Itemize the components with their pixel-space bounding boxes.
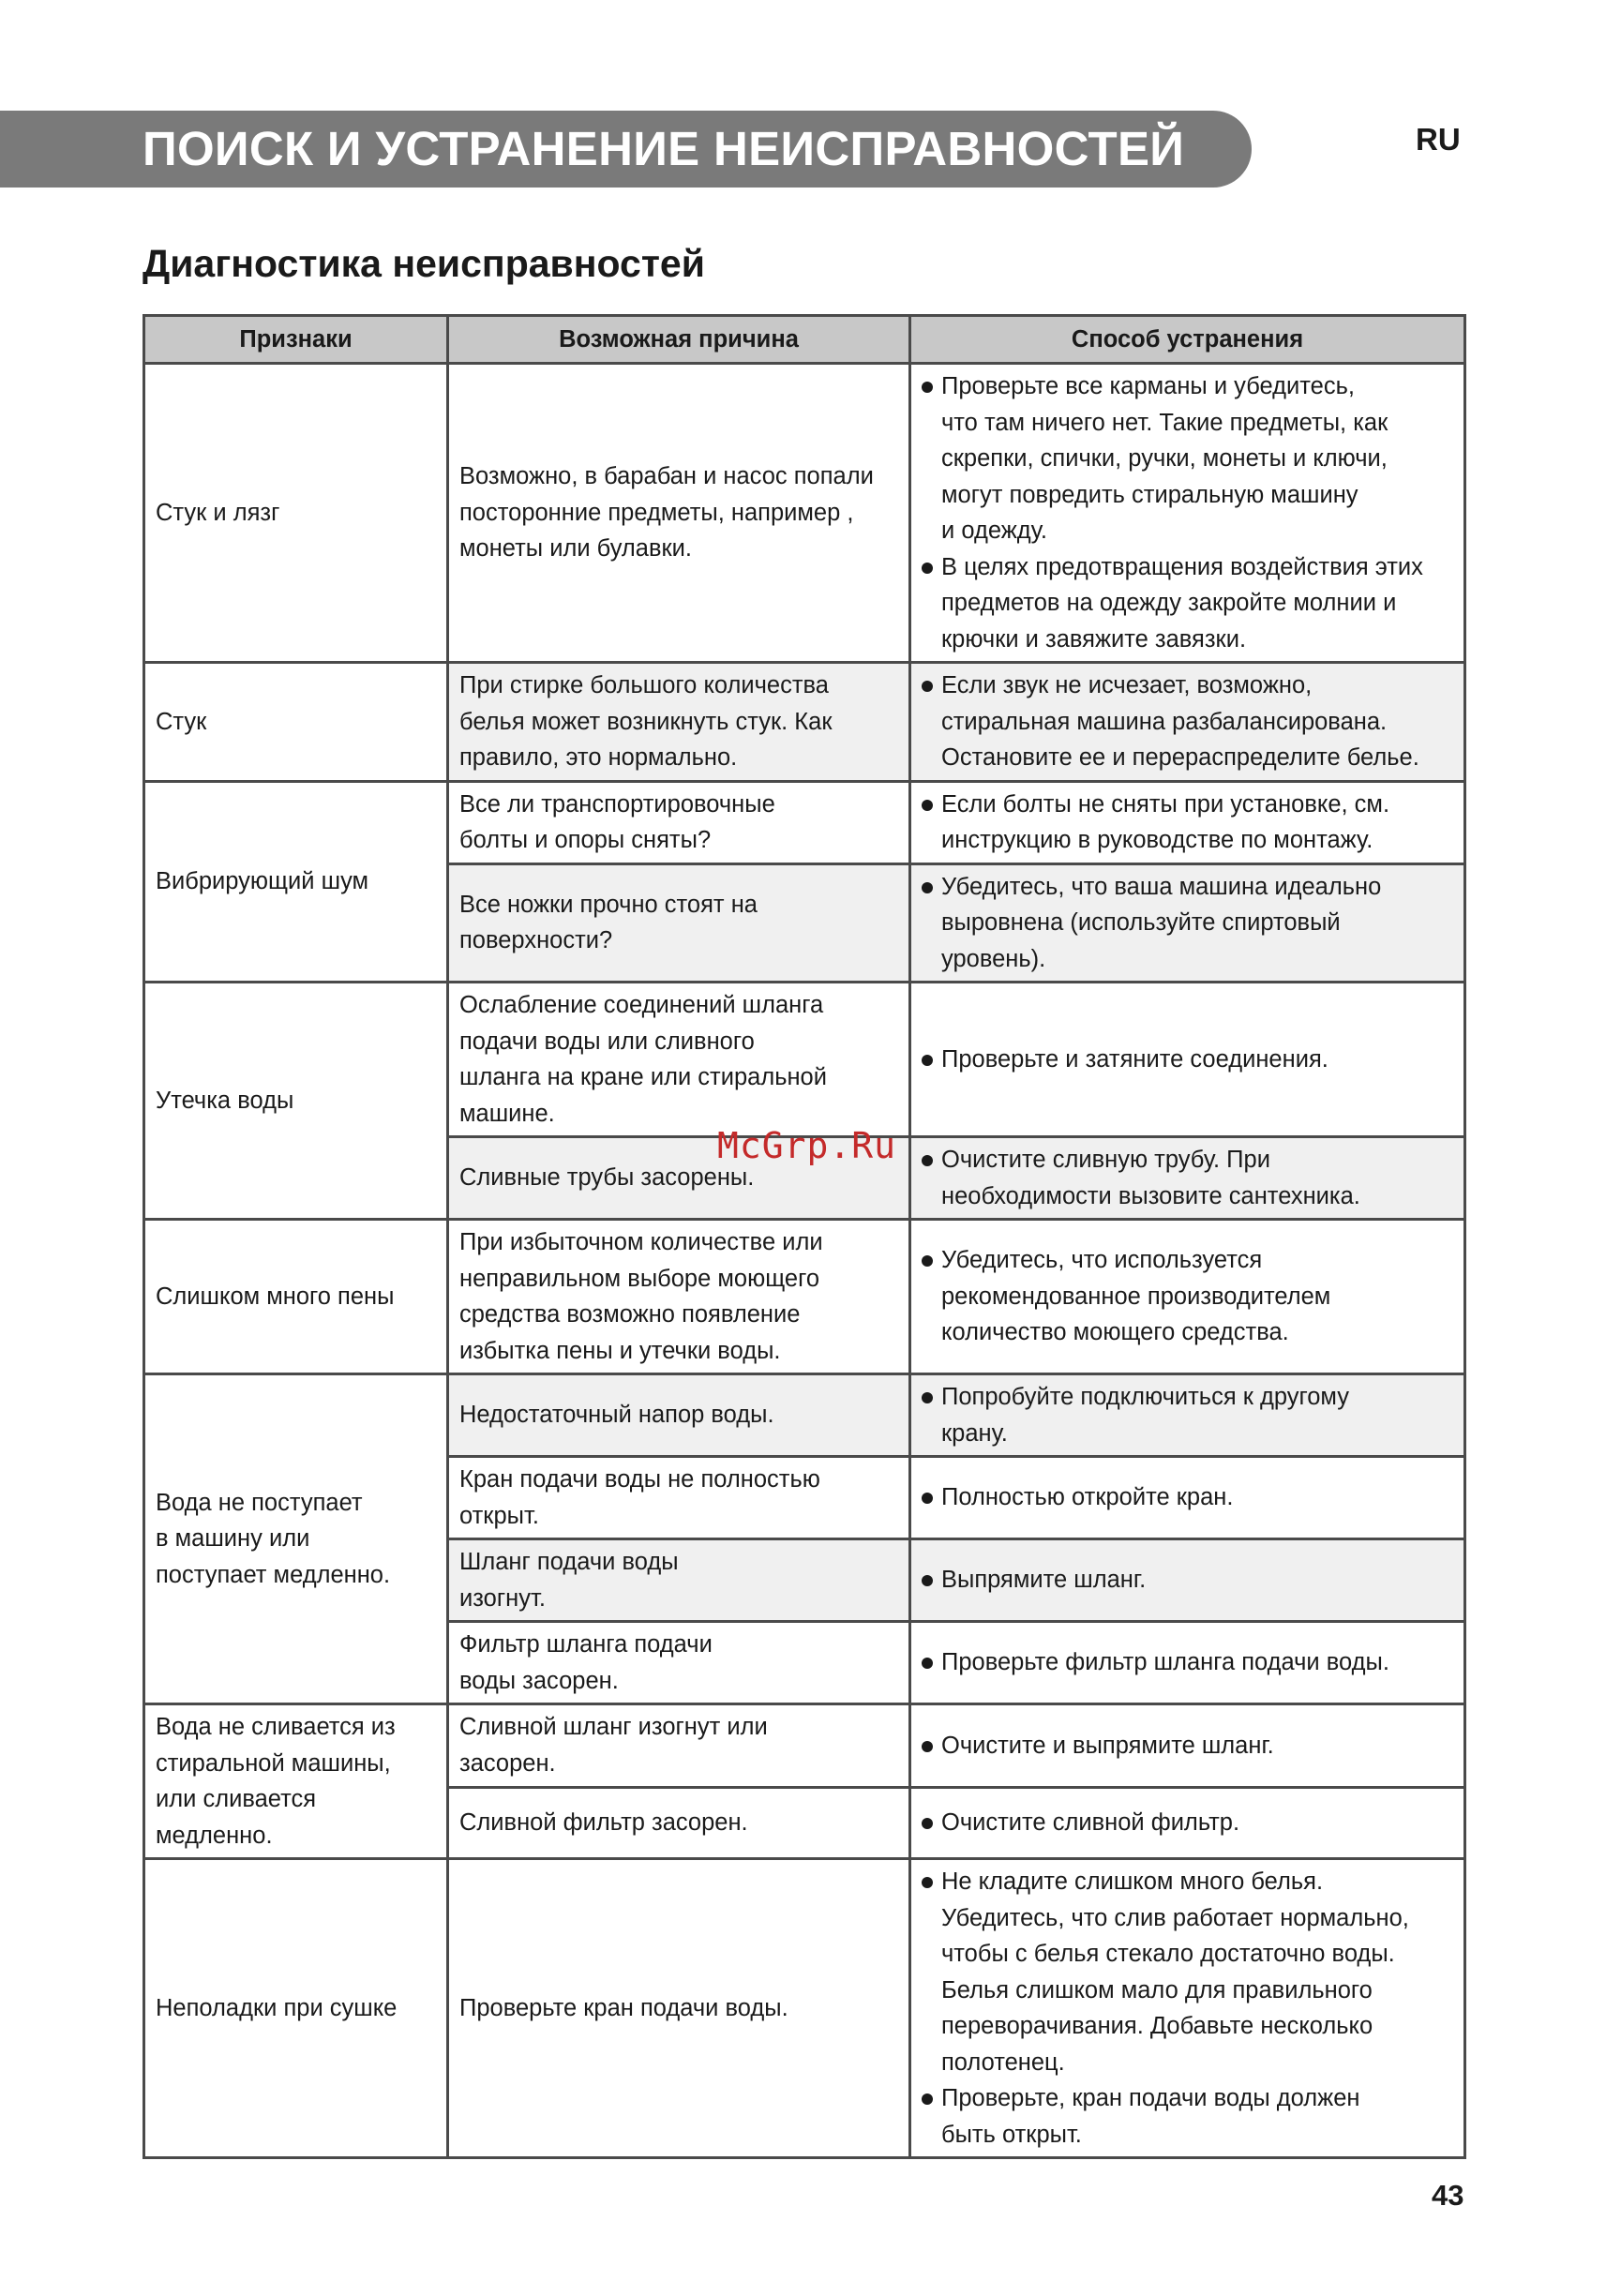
symptom-text: Неполадки при сушке (156, 1994, 398, 2021)
solution-list (922, 1242, 1453, 1351)
column-header-symptoms: Признаки (144, 316, 448, 364)
solution-item: Очистите сливной фильтр. (922, 1805, 1453, 1841)
symptom-text: Вибрирующий шум (156, 868, 369, 894)
table-row (144, 1859, 1465, 2158)
cause-cell (448, 1787, 910, 1858)
cause-text: Проверьте кран подачи воды. (459, 1994, 788, 2021)
solution-cell (910, 1457, 1465, 1539)
solution-cell (910, 1374, 1465, 1457)
solution-list (922, 668, 1453, 776)
cause-cell (448, 1374, 910, 1457)
solution-cell (910, 1787, 1465, 1858)
troubleshooting-table (143, 314, 1466, 2159)
solution-item: В целях предотвращения воздействия этих предметов на одежду закройте молнии и крючки и завяжите завязки. (922, 549, 1453, 658)
cause-cell (448, 1704, 910, 1788)
symptom-cell (144, 1859, 448, 2158)
solution-item: Убедитесь, что используется рекомендованное производителем количество моющего средства. (922, 1242, 1453, 1351)
symptom-text: Слишком много пены (156, 1283, 395, 1310)
solution-cell (910, 1859, 1465, 2158)
solution-cell (910, 364, 1465, 663)
cause-text: Фильтр шланга подачи воды засорен. (459, 1631, 713, 1694)
solution-list (922, 869, 1453, 978)
solution-list (922, 1805, 1453, 1841)
symptom-cell (144, 364, 448, 663)
solution-item: Очистите сливную трубу. При необходимости вызовите сантехника. (922, 1142, 1453, 1214)
solution-item: Проверьте и затяните соединения. (922, 1042, 1453, 1078)
symptom-text: Стук (156, 708, 207, 735)
symptom-text: Стук и лязг (156, 499, 280, 526)
solution-cell (910, 1220, 1465, 1374)
symptom-cell (144, 1220, 448, 1374)
solution-cell (910, 1137, 1465, 1220)
cause-cell (448, 1859, 910, 2158)
cause-text: Сливной фильтр засорен. (459, 1809, 748, 1837)
table-row (144, 781, 1465, 863)
table-row (144, 1374, 1465, 1457)
solution-list (922, 1042, 1453, 1078)
symptom-text: Утечка воды (156, 1087, 294, 1114)
cause-cell (448, 1539, 910, 1622)
language-label: RU (1416, 122, 1461, 157)
solution-cell (910, 1704, 1465, 1788)
cause-text: Недостаточный напор воды. (459, 1402, 774, 1429)
cause-cell (448, 863, 910, 983)
solution-list (922, 787, 1453, 859)
cause-text: Кран подачи воды не полностью открыт. (459, 1466, 820, 1529)
solution-item: Проверьте фильтр шланга подачи воды. (922, 1644, 1453, 1681)
table-row (144, 663, 1465, 782)
solution-cell (910, 1539, 1465, 1622)
column-header-cause: Возможная причина (448, 316, 910, 364)
cause-text: Сливные трубы засорены. (459, 1164, 755, 1192)
symptom-cell (144, 1704, 448, 1859)
symptom-cell (144, 781, 448, 983)
page-number: 43 (1432, 2179, 1464, 2212)
cause-cell (448, 781, 910, 863)
cause-text: При стирке большого количества белья может возникнуть стук. Как правило, это нормально. (459, 672, 833, 771)
section-title: Диагностика неисправностей (143, 242, 705, 285)
cause-text: Шланг подачи воды изогнут. (459, 1549, 679, 1612)
solution-list (922, 1644, 1453, 1681)
solution-item: Проверьте, кран подачи воды должен быть открыт. (922, 2080, 1453, 2153)
page-title: ПОИСК И УСТРАНЕНИЕ НЕИСПРАВНОСТЕЙ (143, 122, 1185, 175)
solution-list (922, 1479, 1453, 1516)
cause-cell (448, 364, 910, 663)
solution-item: Не кладите слишком много белья. Убедитесь, что слив работает нормально, чтобы с белья стекало достаточно воды. Белья слишком мало для правильного переворачивания. Добавьте несколько полотенец. (922, 1864, 1453, 2080)
solution-item: Проверьте все карманы и убедитесь, что там ничего нет. Такие предметы, как скрепки, спички, ручки, монеты и ключи, могут повредить стиральную машину и одежду. (922, 368, 1453, 549)
solution-item: Очистите и выпрямите шланг. (922, 1728, 1453, 1764)
solution-cell (910, 1622, 1465, 1704)
solution-list (922, 1379, 1453, 1451)
cause-text: Все ножки прочно стоят на поверхности? (459, 891, 758, 954)
cause-text: Все ли транспортировочные болты и опоры сняты? (459, 790, 775, 853)
cause-text: Ослабление соединений шланга подачи воды или сливного шланга на кране или стиральной машине. (459, 992, 827, 1127)
column-header-solution: Способ устранения (910, 316, 1465, 364)
cause-cell (448, 663, 910, 782)
symptom-cell (144, 663, 448, 782)
solution-list (922, 1562, 1453, 1598)
cause-text: При избыточном количестве или неправильном выборе моющего средства возможно появление избытка пены и утечки воды. (459, 1229, 823, 1364)
watermark: McGrp.Ru (717, 1125, 897, 1166)
table-row (144, 1704, 1465, 1788)
solution-cell (910, 863, 1465, 983)
solution-cell (910, 663, 1465, 782)
solution-list (922, 1864, 1453, 2153)
solution-item: Попробуйте подключиться к другому крану. (922, 1379, 1453, 1451)
cause-text: Возможно, в барабан и насос попали посторонние предметы, например , монеты или булавки. (459, 463, 874, 563)
cause-cell (448, 1622, 910, 1704)
cause-cell (448, 1457, 910, 1539)
solution-cell (910, 781, 1465, 863)
solution-item: Полностью откройте кран. (922, 1479, 1453, 1516)
cause-text: Сливной шланг изогнут или засорен. (459, 1714, 768, 1777)
table-header-row (144, 316, 1465, 364)
solution-cell (910, 983, 1465, 1137)
table-row (144, 1220, 1465, 1374)
table-row (144, 364, 1465, 663)
solution-list (922, 1142, 1453, 1214)
symptom-cell (144, 1374, 448, 1704)
symptom-cell (144, 983, 448, 1220)
solution-item: Если звук не исчезает, возможно, стиральная машина разбалансирована. Остановите ее и перераспределите белье. (922, 668, 1453, 776)
cause-cell (448, 983, 910, 1137)
solution-list (922, 368, 1453, 657)
solution-list (922, 1728, 1453, 1764)
symptom-text: Вода не сливается из стиральной машины, или сливается медленно. (156, 1714, 396, 1849)
solution-item: Убедитесь, что ваша машина идеально выровнена (используйте спиртовый уровень). (922, 869, 1453, 978)
symptom-text: Вода не поступает в машину или поступает медленно. (156, 1489, 391, 1588)
solution-item: Если болты не сняты при установке, см. инструкцию в руководстве по монтажу. (922, 787, 1453, 859)
solution-item: Выпрямите шланг. (922, 1562, 1453, 1598)
table-row (144, 983, 1465, 1137)
cause-cell (448, 1220, 910, 1374)
